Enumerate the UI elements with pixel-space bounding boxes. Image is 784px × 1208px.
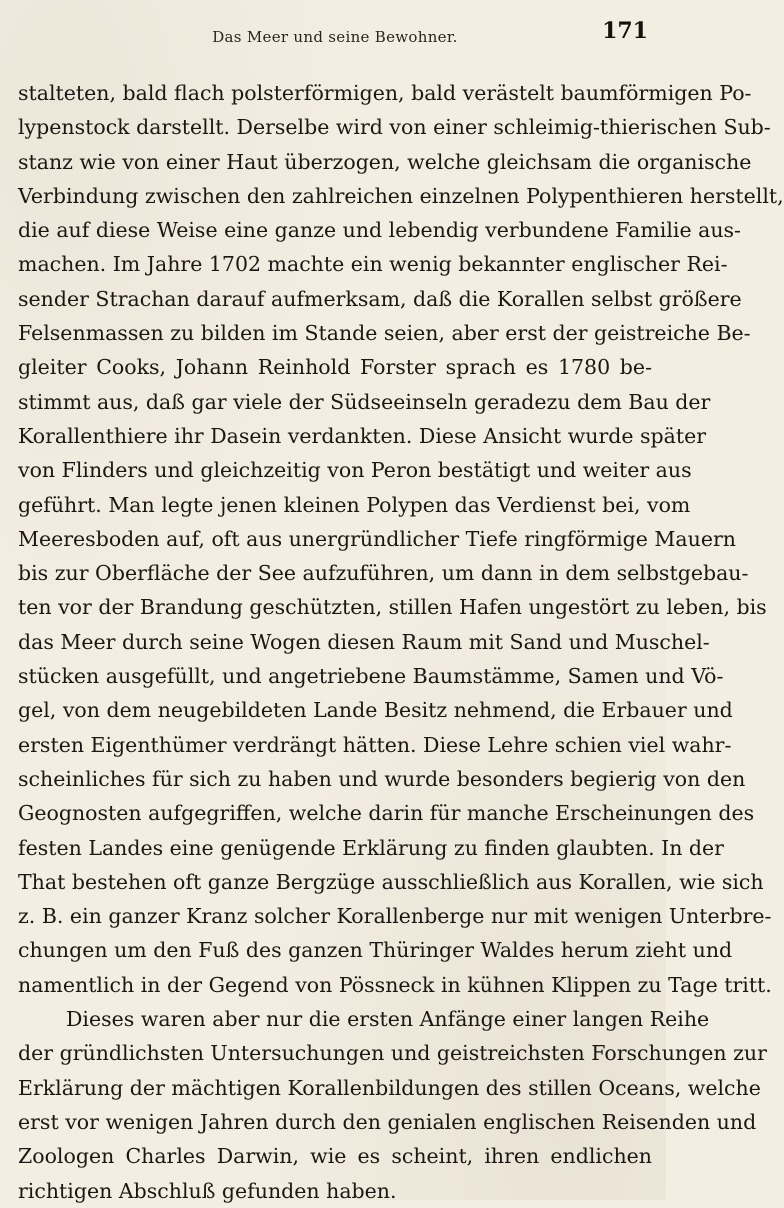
- text-line: richtigen Abschluß gefunden haben.: [18, 1178, 397, 1203]
- text-line: das Meer durch seine Wogen diesen Raum mit Sand und Muschel-: [18, 629, 710, 654]
- body-text: [18, 76, 784, 1208]
- text-line: Zoologen Charles Darwin, wie es scheint, ihren endlichen: [18, 1144, 652, 1169]
- text-line: Dieses waren aber nur die ersten Anfänge einer langen Reihe: [66, 1007, 710, 1032]
- text-line: stalteten, bald flach polsterförmigen, bald verästelt baumförmigen Po-: [18, 81, 752, 105]
- text-line: Meeresboden auf, oft aus unergründlicher Tiefe ringförmige Mauern: [18, 526, 736, 551]
- paragraph: [18, 1002, 767, 1208]
- text-line: namentlich in der Gegend von Pössneck in kühnen Klippen zu Tage tritt.: [18, 972, 772, 997]
- text-line: festen Landes eine genügende Erklärung zu finden glaubten. In der: [18, 835, 724, 860]
- text-line: lypenstock darstellt. Derselbe wird von einer schleimig-thierischen Sub-: [18, 115, 771, 140]
- text-line: Erklärung der mächtigen Korallenbildungen des stillen Oceans, welche: [18, 1075, 761, 1100]
- text-line: ersten Eigenthümer verdrängt hätten. Diese Lehre schien viel wahr-: [18, 732, 732, 757]
- text-line: stanz wie von einer Haut überzogen, welche gleichsam die organische: [18, 149, 752, 174]
- text-line: machen. Im Jahre 1702 machte ein wenig bekannter englischer Rei-: [18, 252, 728, 277]
- paragraph: [18, 76, 784, 1002]
- text-line: geführt. Man legte jenen kleinen Polypen das Verdienst bei, vom: [18, 492, 691, 517]
- running-head: Das Meer und seine Bewohner.: [212, 28, 458, 46]
- text-line: bis zur Oberfläche der See aufzuführen, um dann in dem selbstgebau-: [18, 561, 749, 586]
- text-line: z. B. ein ganzer Kranz solcher Korallenberge nur mit wenigen Unterbre-: [18, 904, 772, 929]
- text-line: stimmt aus, daß gar viele der Südseeinseln geradezu dem Bau der: [18, 389, 711, 414]
- text-line: chungen um den Fuß des ganzen Thüringer Waldes herum zieht und: [18, 938, 733, 963]
- text-line: stücken ausgefüllt, und angetriebene Baumstämme, Samen und Vö-: [18, 664, 724, 689]
- text-line: erst vor wenigen Jahren durch den genialen englischen Reisenden und: [18, 1109, 757, 1134]
- text-line: ten vor der Brandung geschützten, stillen Hafen ungestört zu leben, bis: [18, 595, 767, 620]
- text-line: Geognosten aufgegriffen, welche darin für manche Erscheinungen des: [18, 801, 755, 826]
- text-line: Verbindung zwischen den zahlreichen einzelnen Polypenthieren herstellt,: [18, 183, 784, 208]
- text-line: Korallenthiere ihr Dasein verdankten. Diese Ansicht wurde später: [18, 423, 707, 448]
- page-header: [18, 14, 652, 54]
- text-line: von Flinders und gleichzeitig von Peron bestätigt und weiter aus: [18, 458, 692, 483]
- text-line: die auf diese Weise eine ganze und lebendig verbundene Familie aus-: [18, 218, 741, 243]
- page-number: 171: [602, 18, 648, 44]
- text-line: That bestehen oft ganze Bergzüge ausschließlich aus Korallen, wie sich: [18, 869, 764, 894]
- text-line: Felsenmassen zu bilden im Stande seien, aber erst der geistreiche Be-: [18, 321, 751, 346]
- text-line: scheinliches für sich zu haben und wurde besonders begierig von den: [18, 766, 746, 791]
- text-line: gleiter Cooks, Johann Reinhold Forster sprach es 1780 be-: [18, 355, 652, 380]
- text-line: gel, von dem neugebildeten Lande Besitz nehmend, die Erbauer und: [18, 698, 733, 723]
- text-line: sender Strachan darauf aufmerksam, daß die Korallen selbst größere: [18, 286, 742, 311]
- text-line: der gründlichsten Untersuchungen und geistreichsten Forschungen zur: [18, 1041, 767, 1066]
